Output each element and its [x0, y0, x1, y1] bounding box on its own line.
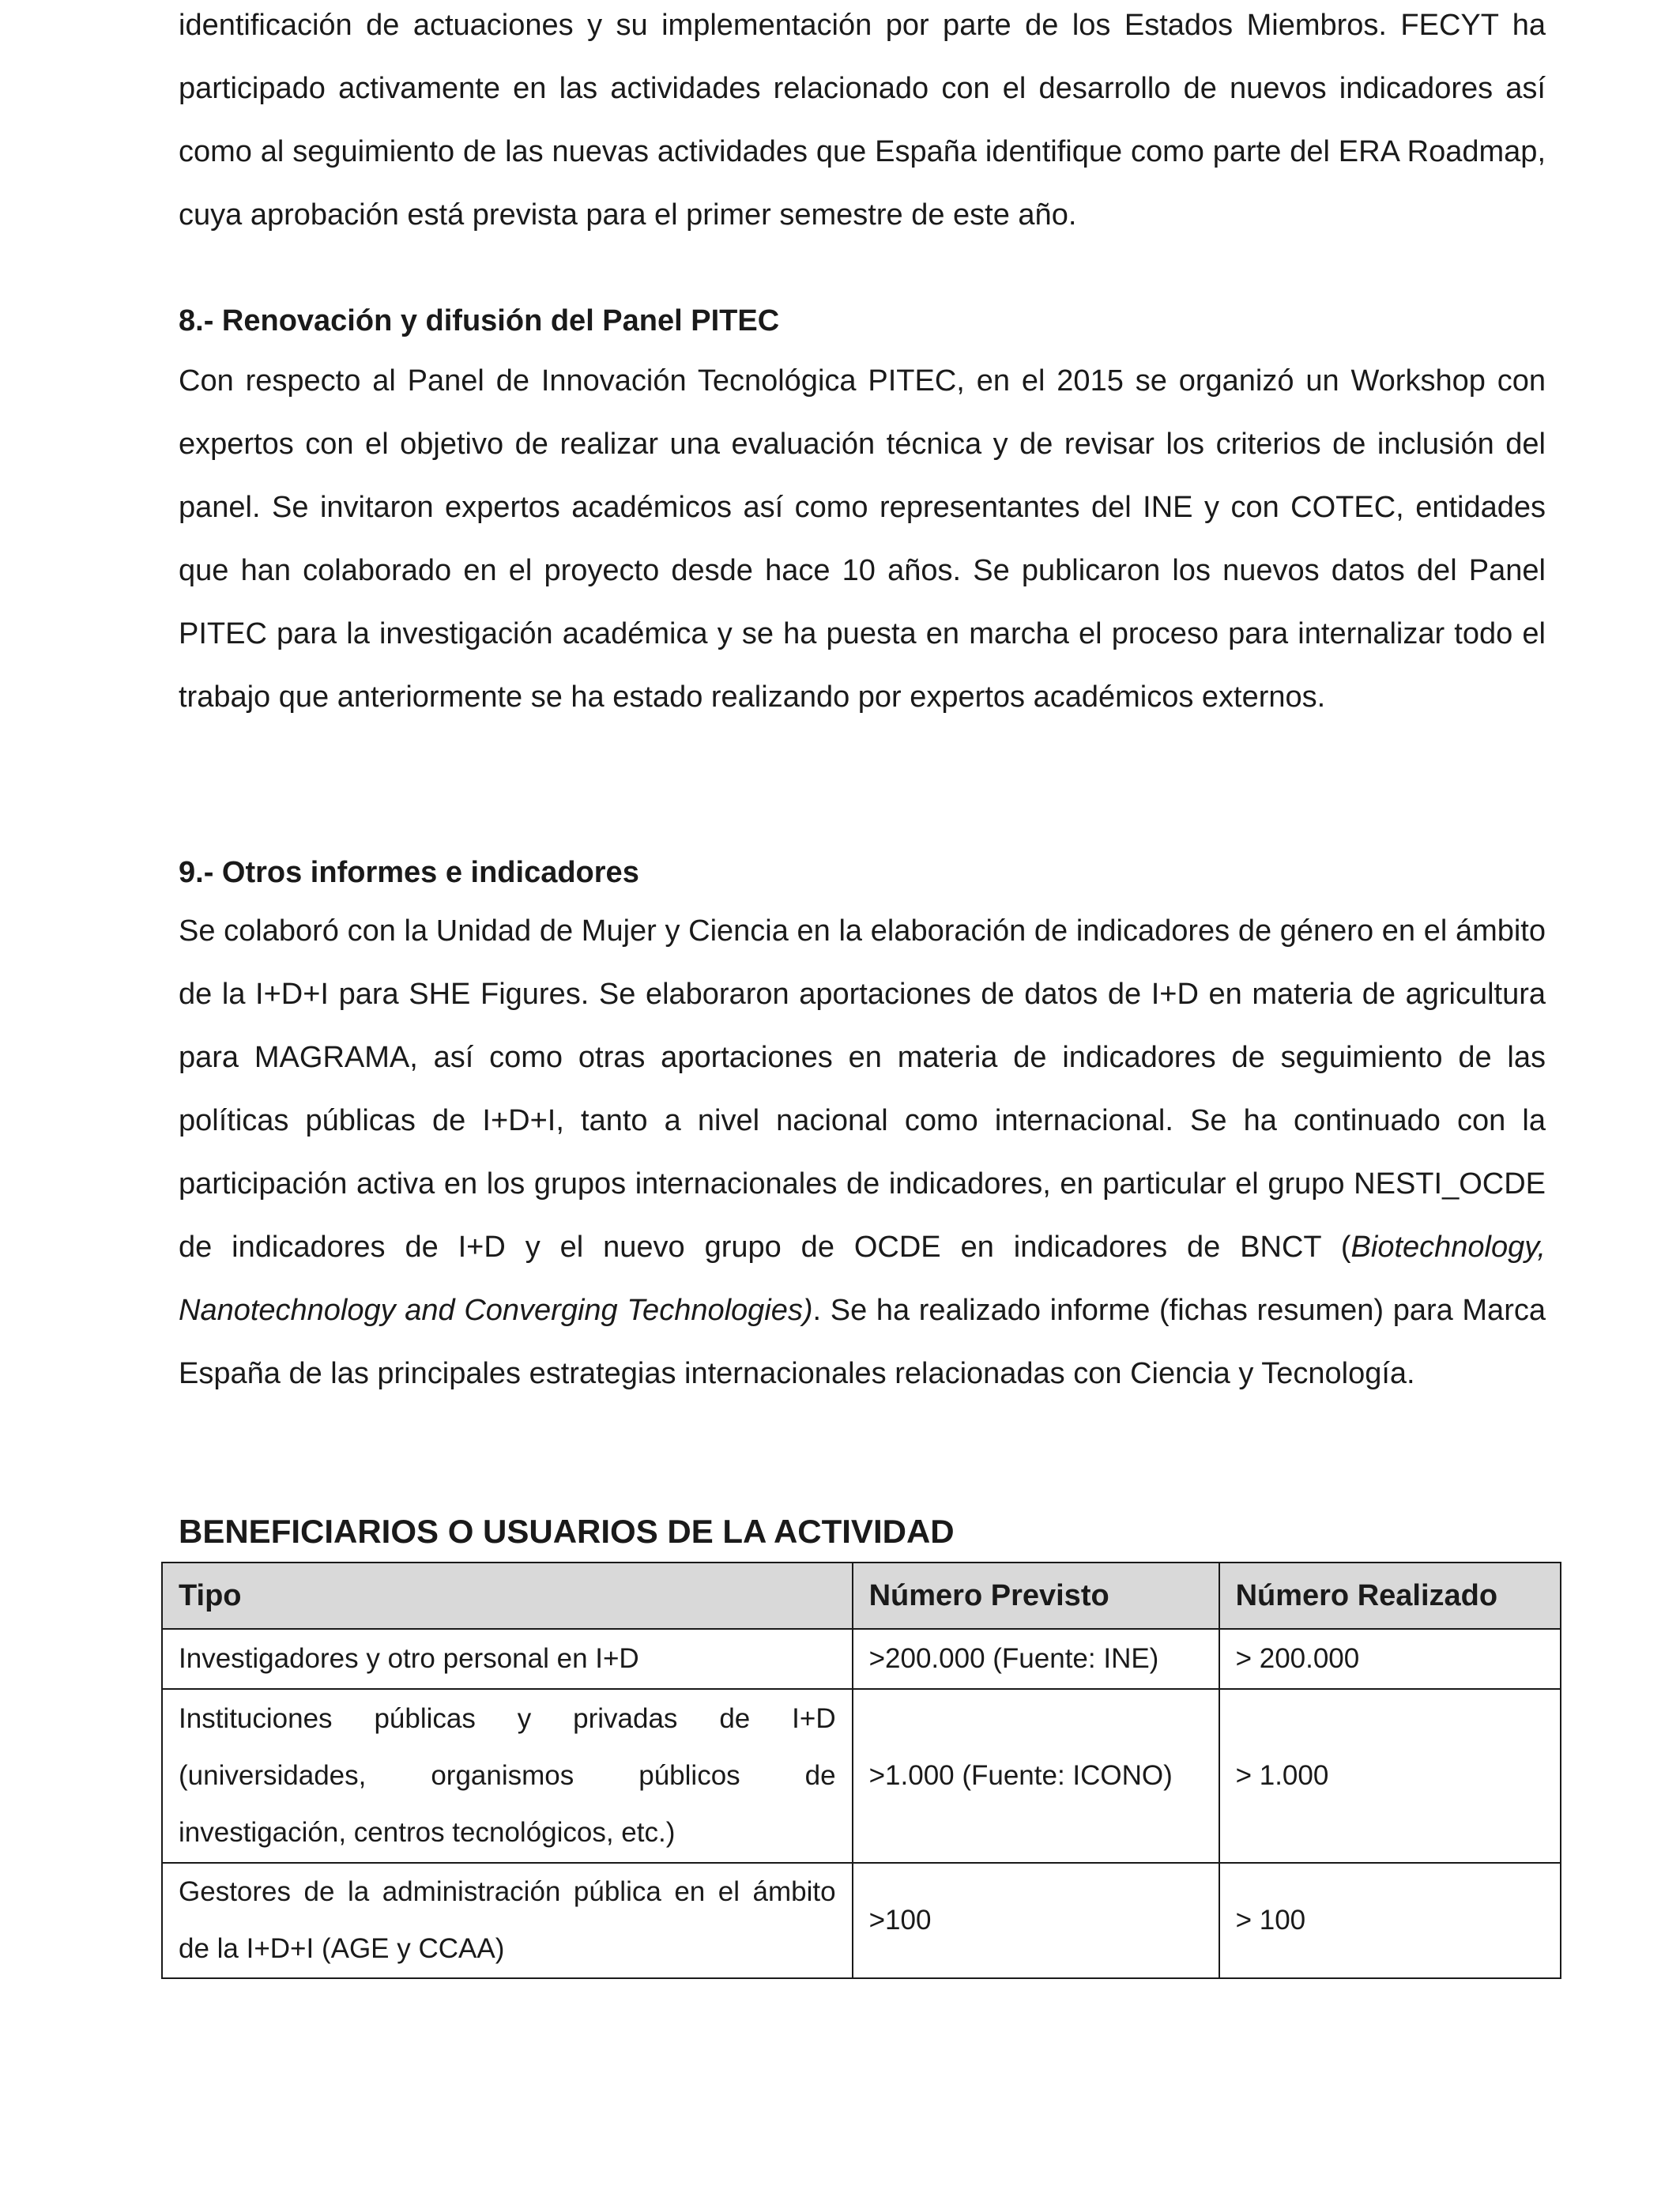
table-cell-previsto: >1.000 (Fuente: ICONO)	[853, 1689, 1219, 1863]
section-9-italic-text: Biotechnology, Nanotechnology and Converging Technologies)	[179, 1231, 1546, 1327]
section-8-paragraph-block	[179, 349, 1546, 729]
beneficiaries-title: BENEFICIARIOS O USUARIOS DE LA ACTIVIDAD	[179, 1513, 955, 1550]
table-cell-realizado: > 1.000	[1219, 1689, 1561, 1863]
table-cell-realizado: > 100	[1219, 1863, 1561, 1978]
section-8-heading: 8.- Renovación y difusión del Panel PITEC	[179, 304, 780, 337]
intro-paragraph: identificación de actuaciones y su implementación por parte de los Estados Miembros. FECYT ha participado activamente en las actividades relacionado con el desarrollo de nuevos indicadores así como al seguimiento de las nuevas actividades que España identifique como parte del ERA Roadmap, cuya aprobación está prevista para el primer semestre de este año.	[179, 9, 1546, 232]
table-cell-realizado: > 200.000	[1219, 1629, 1561, 1689]
intro-paragraph-block	[179, 0, 1546, 247]
table-header-numero-previsto: Número Previsto	[853, 1563, 1219, 1629]
table-row	[162, 1689, 1561, 1863]
table-cell-previsto: >100	[853, 1863, 1219, 1978]
table-cell-tipo: Gestores de la administración pública en el ámbito de la I+D+I (AGE y CCAA)	[162, 1863, 853, 1978]
section-8-paragraph: Con respecto al Panel de Innovación Tecnológica PITEC, en el 2015 se organizó un Workshop con expertos con el objetivo de realizar una evaluación técnica y de revisar los criterios de inclusión del panel. Se invitaron expertos académicos así como representantes del INE y con COTEC, entidades que han colaborado en el proyecto desde hace 10 años. Se publicaron los nuevos datos del Panel PITEC para la investigación académica y se ha puesta en marcha el proceso para internalizar todo el trabajo que anteriormente se ha estado realizando por expertos académicos externos.	[179, 364, 1546, 714]
beneficiaries-table	[161, 1562, 1561, 1979]
section-9-paragraph	[179, 899, 1546, 1405]
table-cell-tipo: Instituciones públicas y privadas de I+D (universidades, organismos públicos de investigación, centros tecnológicos, etc.)	[162, 1689, 853, 1863]
section-9-heading: 9.- Otros informes e indicadores	[179, 856, 639, 889]
table-cell-previsto: >200.000 (Fuente: INE)	[853, 1629, 1219, 1689]
table-header-row	[162, 1563, 1561, 1629]
table-header-numero-realizado: Número Realizado	[1219, 1563, 1561, 1629]
table-cell-tipo: Investigadores y otro personal en I+D	[162, 1629, 853, 1689]
table-header-tipo: Tipo	[162, 1563, 853, 1629]
table-row	[162, 1863, 1561, 1978]
table-row	[162, 1629, 1561, 1689]
section-9-text-part-2: . Se ha realizado informe (fichas resumen) para Marca España de las principales estrategias internacionales relacionadas con Ciencia y Tecnología.	[179, 1294, 1546, 1390]
section-9-text-part-1: Se colaboró con la Unidad de Mujer y Ciencia en la elaboración de indicadores de género en el ámbito de la I+D+I para SHE Figures. Se elaboraron aportaciones de datos de I+D en materia de agricultura para MAGRAMA, así como otras aportaciones en materia de indicadores de seguimiento de las políticas públicas de I+D+I, tanto a nivel nacional como internacional. Se ha continuado con la participación activa en los grupos internacionales de indicadores, en particular el grupo NESTI_OCDE de indicadores de I+D y el nuevo grupo de OCDE en indicadores de BNCT (	[179, 914, 1546, 1264]
section-9-paragraph-block	[179, 899, 1546, 1405]
